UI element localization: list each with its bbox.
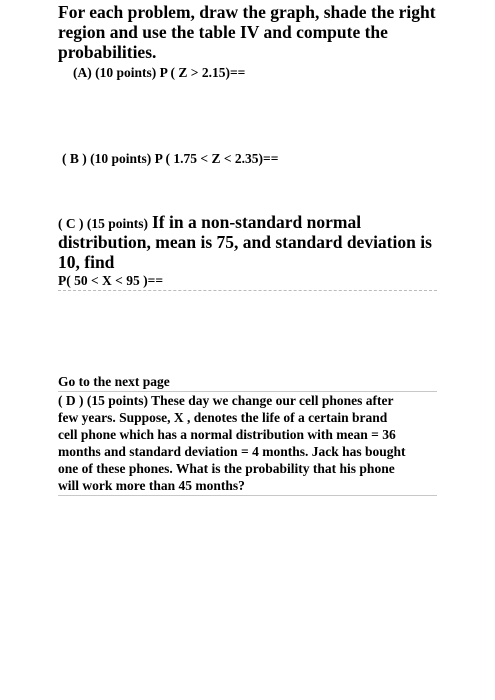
problem-c-line-2: distribution, mean is 75, and standard deviation is [58,232,432,252]
problem-d-line-3: cell phone which has a normal distribution with mean = 36 [58,427,396,442]
problem-d-line-5: one of these phones. What is the probability that his phone [58,461,395,476]
problem-c-first-line [58,212,361,233]
problem-d-line-4: months and standard deviation = 4 months. Jack has bought [58,444,406,459]
problem-c-expression: P( 50 < X < 95 )== [58,273,164,288]
problem-a: (A) (10 points) P ( Z > 2.15)== [73,65,246,80]
problem-d-line-2: few years. Suppose, X , denotes the life of a certain brand [58,410,388,425]
problem-d-underline [58,495,437,496]
instructions-line-1: For each problem, draw the graph, shade the right [58,2,436,22]
problem-c-label: ( C ) (15 points) [58,216,148,231]
problem-d-line-6: will work more than 45 months? [58,478,245,493]
instructions-line-2: region and use the table IV and compute the [58,22,388,42]
problem-d-line-1: ( D ) (15 points) These day we change our cell phones after [58,393,394,408]
problem-c-line-1: If in a non-standard normal [152,212,362,232]
problem-c-line-3: 10, find [58,252,115,272]
problem-b: ( B ) (10 points) P ( 1.75 < Z < 2.35)== [62,151,279,166]
next-page-rule [58,391,437,392]
next-page-note: Go to the next page [58,374,170,389]
instructions-line-3: probabilities. [58,42,157,62]
problem-c-underline [58,290,437,291]
